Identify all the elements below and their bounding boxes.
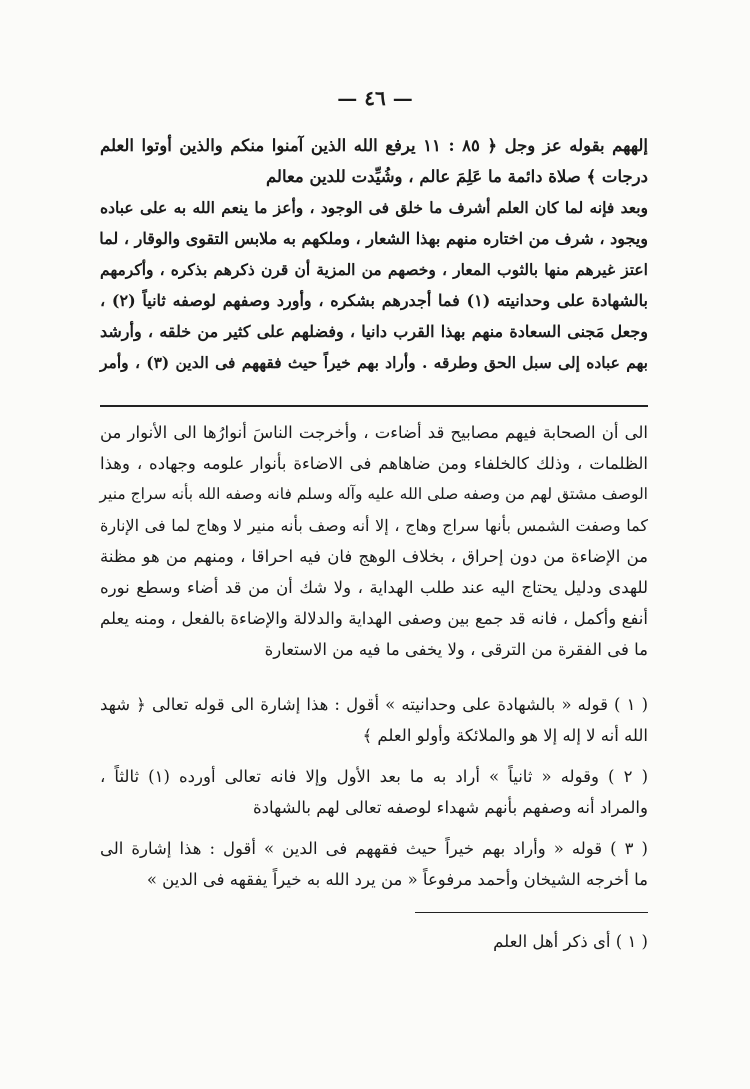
main-line: وجعل مَجنى السعادة منهم بهذا القرب دانيا ، وفضلهم على كثير من خلقه ، وأرشد xyxy=(100,322,648,341)
footnote xyxy=(100,761,648,823)
main-line: درجات ﴾ صلاة دائمة ما عَلِمَ عالم ، وشُيِّدت للدين معالم xyxy=(265,167,648,186)
main-line: إلههم بقوله عز وجل ﴿ ٨٥ : ١١ يرفع الله الذين آمنوا منكم والذين أوتوا العلم xyxy=(100,136,648,155)
commentary-line: من الإضاءة من دون إحراق ، بخلاف الوهج فان فيه احراقا ، ومنهم من هو مظنة xyxy=(100,547,648,566)
footnote-line: والمراد أنه وصفهم بأنهم شهداء لوصفه تعالى لهم بالشهادة xyxy=(252,798,648,817)
main-line: بهم عباده إلى سبل الحق وطرقه . وأراد بهم خيراً حيث فقههم فى الدين (٣) ، وأمر xyxy=(100,353,649,372)
main-text xyxy=(100,130,648,378)
subnote xyxy=(100,926,648,957)
footnotes xyxy=(100,689,648,895)
footnote-rule xyxy=(415,912,648,913)
footnote-line: ( ١ ) قوله « بالشهادة على وحدانيته » أقول : هذا إشارة الى قوله تعالى ﴿ شهد xyxy=(100,695,649,714)
page-number: — ٤٦ — xyxy=(337,86,413,110)
main-line: اعتز غيرهم منها بالثوب المعار ، وخصهم من المزية أن قرن ذكرهم بذكره ، وأكرمهم xyxy=(100,260,648,279)
footnote-line: ( ٢ ) وقوله « ثانياً » أراد به ما بعد الأول وإلا فانه تعالى أورده (١) ثالثاً ، xyxy=(100,767,649,786)
footnote xyxy=(100,689,648,751)
divider-rule xyxy=(100,405,648,407)
footnote xyxy=(100,833,648,895)
commentary-line: أنفع وأكمل ، فانه قد جمع بين وصفى الهداية والدلالة والإضاءة بالفعل ، ومنه يعلم xyxy=(100,609,648,628)
commentary-line: الوصف مشتق لهم من وصفه صلى الله عليه وآله وسلم فانه وصفه الله بأنه سراج منير xyxy=(99,485,648,503)
commentary-line: ما فى الفقرة من الترقى ، ولا يخفى ما فيه من الاستعارة xyxy=(264,640,648,659)
commentary-line: الظلمات ، وذلك كالخلفاء ومن ضاهاهم فى الاضاءة بأنوار علومه وجهاده ، وهذا xyxy=(100,454,648,473)
footnote-line: الله أنه لا إله إلا هو والملائكة وأولو العلم ﴾ xyxy=(362,726,648,745)
main-line: وبعد فإنه لما كان العلم أشرف ما خلق فى الوجود ، وأعز ما ينعم الله به على عباده xyxy=(100,198,648,217)
footnote-line: ما أخرجه الشيخان وأحمد مرفوعاً « من يرد الله به خيراً يفقهه فى الدين » xyxy=(146,870,648,889)
commentary xyxy=(100,417,648,665)
commentary-line: للهدى ودليل يحتاج اليه عند طلب الهداية ، ولا شك أن من قد أضاء وسطع نوره xyxy=(100,578,648,597)
main-line: ويجود ، شرف من اختاره منهم بهذا الشعار ، وملكهم به ملابس التقوى والوقار ، لما xyxy=(99,229,648,248)
footnote-line: ( ٣ ) قوله « وأراد بهم خيراً حيث فقههم فى الدين » أقول : هذا إشارة الى xyxy=(100,839,648,858)
commentary-line: الى أن الصحابة فيهم مصابيح قد أضاءت ، وأخرجت الناسَ أنوارُها الى الأنوار من xyxy=(100,423,648,442)
main-line: بالشهادة على وحدانيته (١) فما أجدرهم بشكره ، وأورد وصفهم لوصفه ثانياً (٢) ، xyxy=(100,291,649,310)
commentary-line: كما وصفت الشمس بأنها سراج وهاج ، إلا أنه وصف بأنه منير لا وهاج لما فى الإنارة xyxy=(100,516,648,535)
subnote-line: ( ١ ) أى ذكر أهل العلم xyxy=(493,932,648,951)
